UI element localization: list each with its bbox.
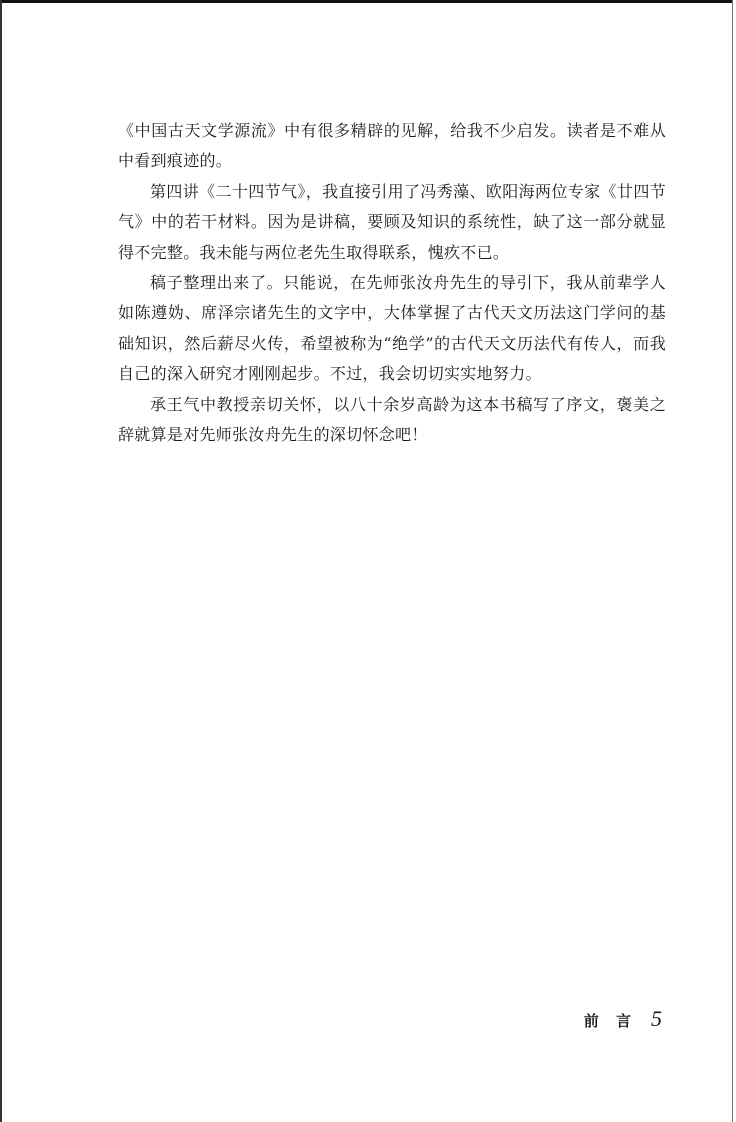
- paragraph-solar-terms: 第四讲《二十四节气》，我直接引用了冯秀藻、欧阳海两位专家《廿四节气》中的若干材料。因为是讲稿，要顾及知识的系统性，缺了这一部分就显得不完整。我未能与两位老先生取得联系，愧疚不已。: [118, 181, 666, 262]
- page-number: 5: [651, 1006, 662, 1031]
- paragraph-continuation: 《中国古天文学源流》中有很多精辟的见解，给我不少启发。读者是不难从中看到痕迹的。: [118, 121, 666, 171]
- page-body: [118, 116, 666, 450]
- left-border-line: [0, 0, 2, 1122]
- section-label: 前 言: [583, 1012, 637, 1030]
- right-border-line: [732, 0, 733, 1122]
- paragraph-acknowledgement: 承王气中教授亲切关怀，以八十余岁高龄为这本书稿写了序文，褒美之辞就算是对先师张汝舟先生的深切怀念吧！: [118, 394, 666, 445]
- top-border-line: [0, 0, 732, 3]
- paragraph-manuscript: 稿子整理出来了。只能说，在先师张汝舟先生的导引下，我从前辈学人如陈遵妫、席泽宗诸先生的文字中，大体掌握了古代天文历法这门学问的基础知识，然后薪尽火传，希望被称为“绝学”的古代天文历法代有传人，而我自己的深入研究才刚刚起步。不过，我会切切实实地努力。: [118, 273, 666, 384]
- page-footer: [584, 1006, 662, 1032]
